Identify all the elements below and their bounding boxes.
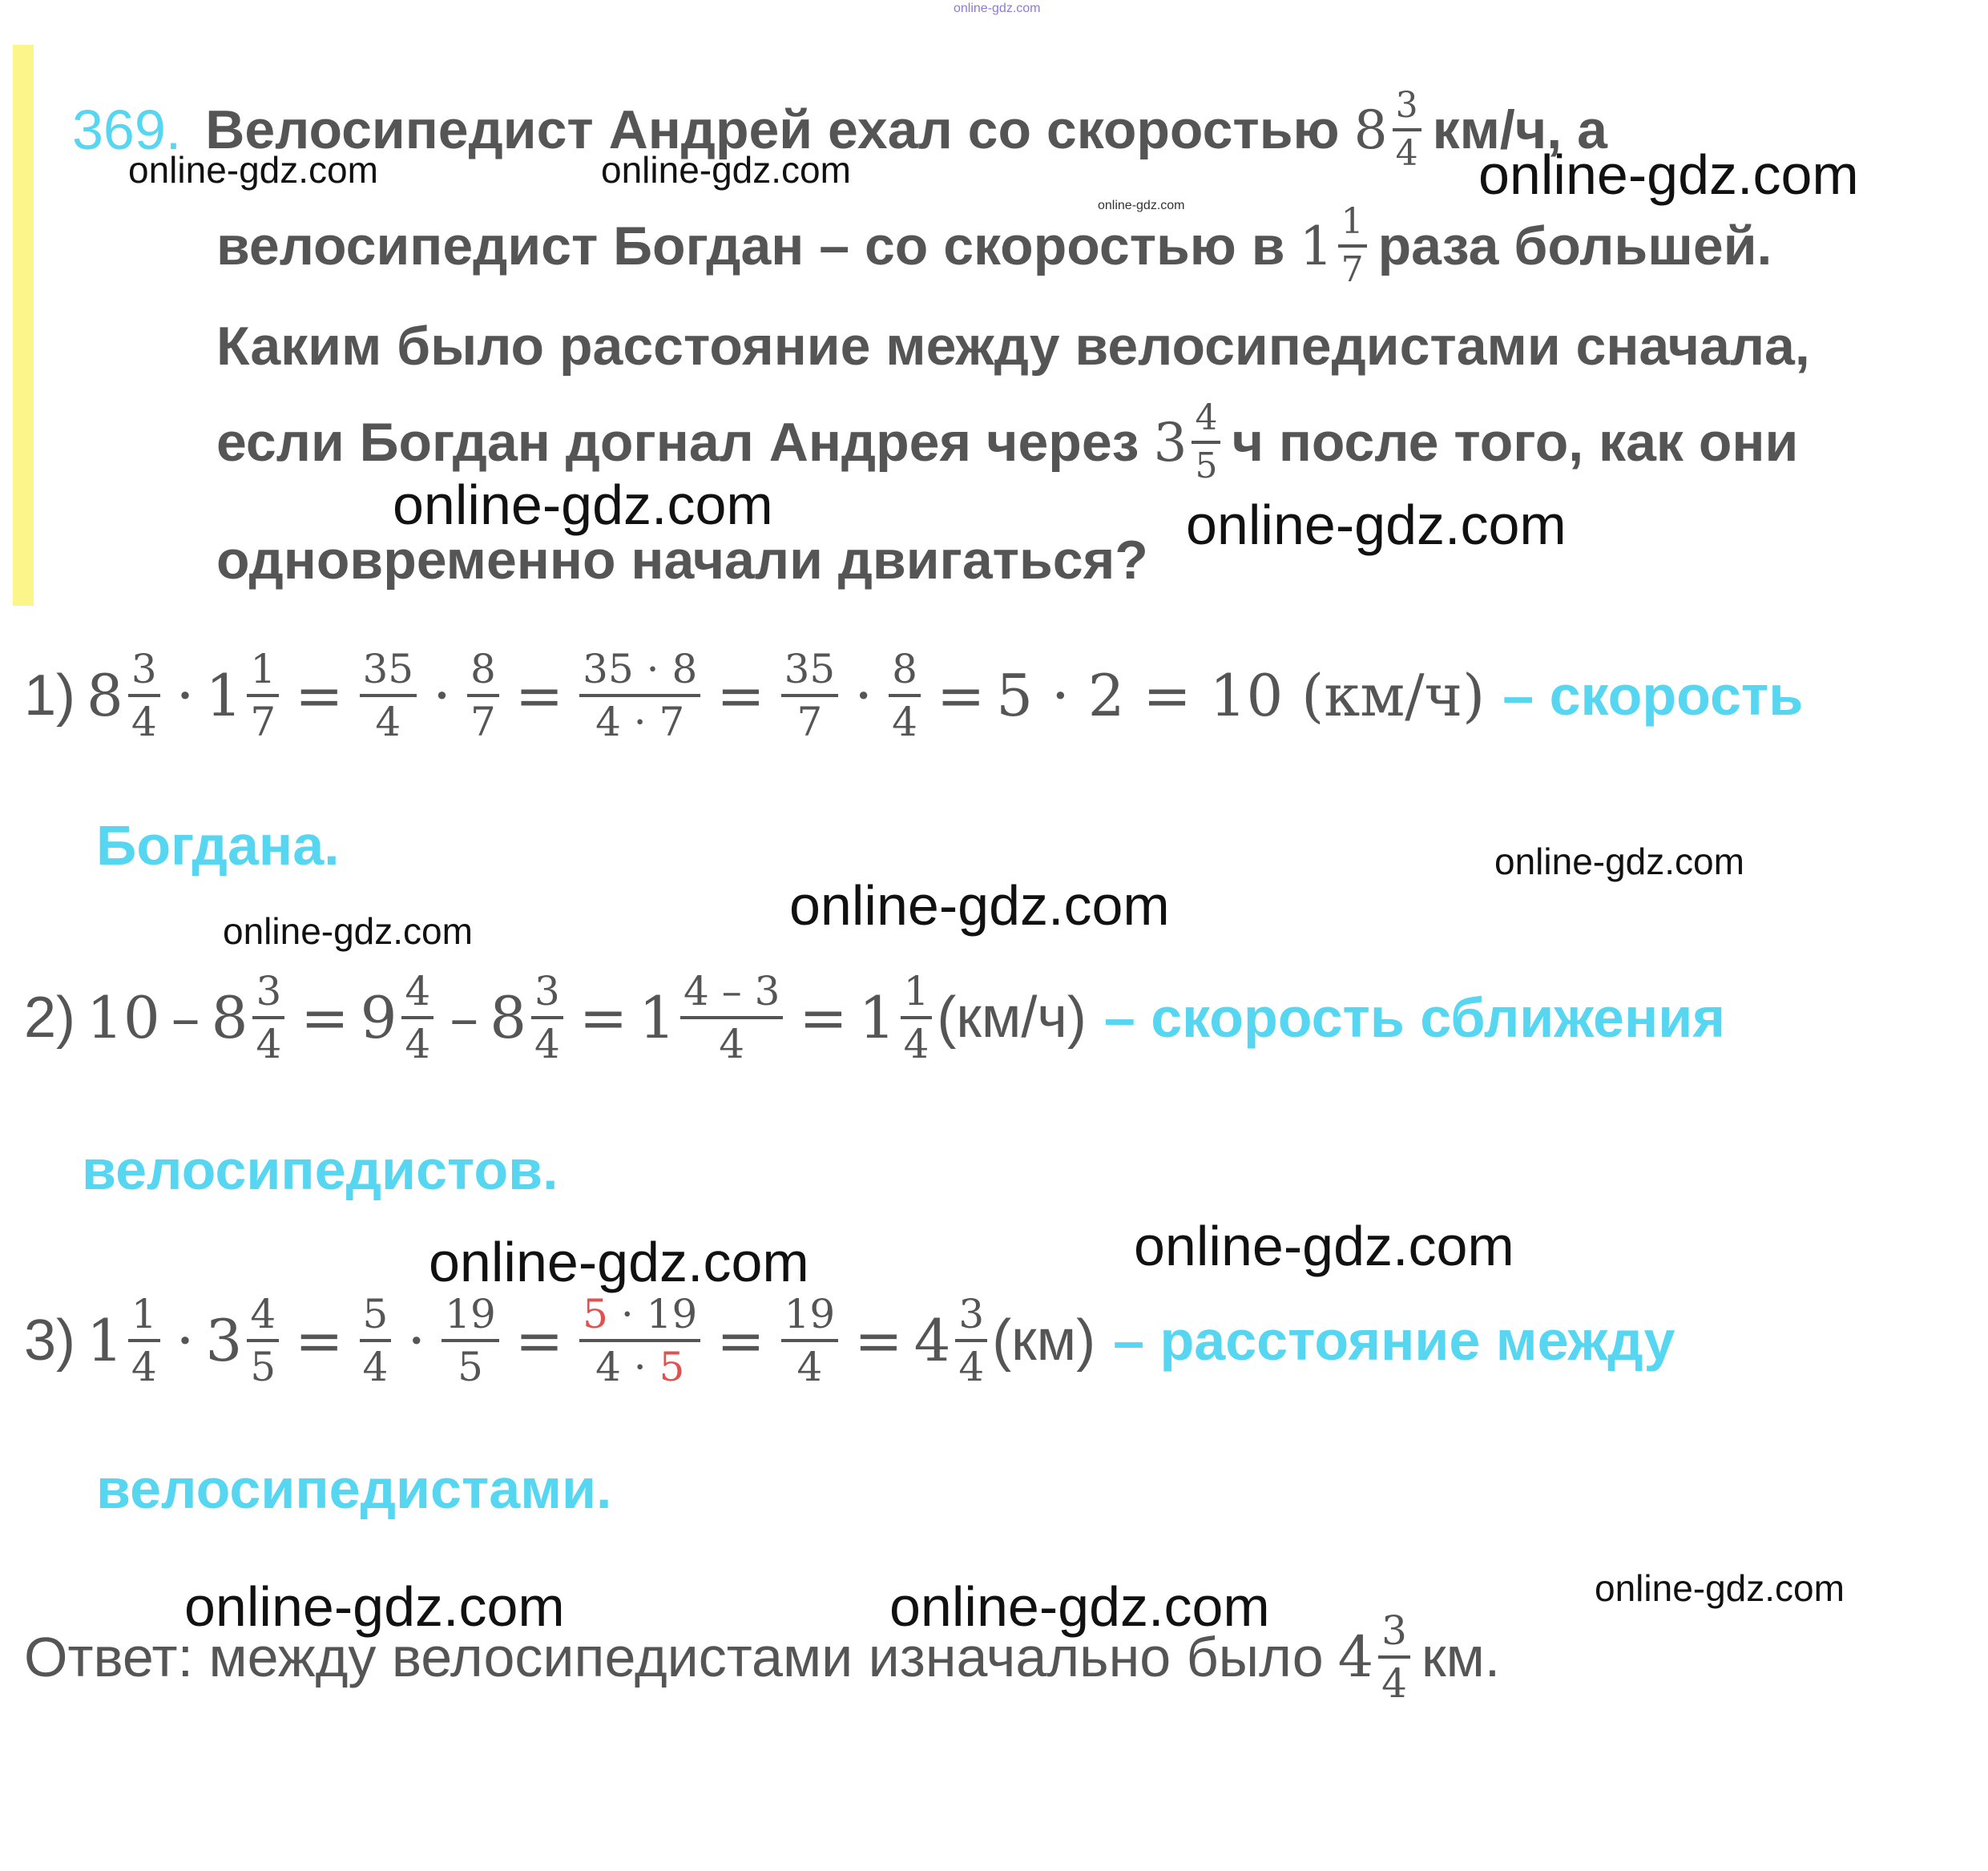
problem-text-1b: км/ч, а: [1432, 99, 1607, 160]
step-result: 5 · 2 = 10 (км/ч): [996, 662, 1486, 729]
time-num: 4: [1195, 397, 1218, 438]
ratio-whole: 1: [1299, 215, 1333, 277]
step-comment-cont: Богдана.: [96, 814, 340, 877]
step-comment-cont: велосипедистами.: [96, 1458, 612, 1520]
watermark: online-gdz.com: [789, 874, 1170, 937]
fraction-line: [1393, 128, 1421, 131]
problem-text-3: Каким было расстояние между велосипедистами сначала,: [216, 316, 1810, 377]
answer-unit: км.: [1421, 1626, 1501, 1688]
dot-operator: ·: [407, 1307, 426, 1374]
fraction: 4 5: [247, 1294, 279, 1387]
problem-text-5: одновременно начали двигаться?: [216, 530, 1148, 591]
dot-operator: ·: [175, 662, 195, 729]
fraction: 35 7: [781, 649, 839, 742]
fraction: 3 4: [128, 649, 160, 742]
speed-whole: 8: [1353, 99, 1388, 161]
watermark-top: online-gdz.com: [954, 2, 1041, 15]
fraction: 1 4: [901, 971, 933, 1064]
problem-text-4a: если Богдан догнал Андрея через: [216, 412, 1139, 473]
watermark: online-gdz.com: [128, 149, 378, 191]
mixed-whole: 9: [360, 984, 397, 1051]
fraction: 35 · 8 4 · 7: [579, 649, 700, 742]
accent-bar: [13, 45, 34, 606]
fraction: 8 4: [889, 649, 921, 742]
speed-den: 4: [1395, 133, 1418, 174]
fraction: 4 4: [401, 971, 433, 1064]
mixed-whole: 8: [490, 984, 527, 1051]
watermark: online-gdz.com: [1478, 143, 1859, 206]
solution-step-3: [24, 1291, 1675, 1390]
watermark: online-gdz.com: [889, 1575, 1270, 1638]
equals: =: [295, 662, 344, 729]
mixed-whole: 1: [858, 984, 896, 1051]
fraction: 3 4: [955, 1294, 987, 1387]
fraction-line: [1338, 244, 1367, 248]
step-comment: – скорость: [1502, 664, 1804, 727]
ratio-num: 1: [1341, 201, 1364, 242]
ratio-fraction: [1338, 201, 1367, 290]
step-label: 3): [24, 1308, 76, 1373]
time-den: 5: [1195, 446, 1218, 486]
step-comment-cont: велосипедистов.: [82, 1139, 558, 1201]
dot-operator: ·: [433, 662, 452, 729]
solution-step-1: [24, 646, 1804, 745]
cancel-fraction: 5 · 19 4 · 5: [579, 1294, 700, 1387]
fraction: 8 7: [467, 649, 499, 742]
equals: =: [936, 662, 986, 729]
watermark: online-gdz.com: [1494, 841, 1744, 882]
answer-whole: 4: [1337, 1624, 1374, 1690]
problem-text-4b: ч после того, как они: [1232, 412, 1799, 473]
step-label: 1): [24, 663, 76, 728]
dot-operator: ·: [175, 1307, 195, 1374]
unit: (км/ч): [937, 986, 1087, 1050]
fraction: 35 4: [360, 649, 417, 742]
speed-num: 3: [1395, 85, 1418, 126]
equals: =: [300, 984, 349, 1051]
mixed-whole: 8: [211, 984, 248, 1051]
time-whole: 3: [1153, 411, 1188, 474]
cancelled-factor: 5: [659, 1344, 685, 1390]
answer-text: Ответ: между велосипедистами изначально было: [24, 1626, 1324, 1688]
fraction: 19 4: [781, 1294, 839, 1387]
mixed-whole: 3: [205, 1307, 243, 1374]
fraction: 4 – 3 4: [680, 971, 783, 1064]
cancelled-factor: 5: [583, 1291, 608, 1337]
watermark: online-gdz.com: [1134, 1215, 1514, 1277]
equals: =: [854, 1307, 903, 1374]
mixed-whole: 4: [913, 1307, 951, 1374]
speed-fraction: [1393, 85, 1421, 174]
fraction: 3 4: [252, 971, 284, 1064]
fraction: 5 4: [360, 1294, 392, 1387]
watermark: online-gdz.com: [1186, 494, 1567, 556]
problem-line-2: [216, 201, 1772, 290]
fraction-line: [1192, 441, 1220, 444]
solution-step-2: [24, 968, 1726, 1067]
time-fraction: [1192, 397, 1220, 486]
minus: –: [450, 984, 479, 1051]
mixed-whole: 1: [87, 1307, 123, 1374]
ratio-den: 7: [1341, 249, 1364, 290]
mixed-whole: 1: [205, 662, 243, 729]
watermark: online-gdz.com: [1098, 199, 1185, 212]
fraction: 3 4: [531, 971, 563, 1064]
watermark: online-gdz.com: [1595, 1567, 1845, 1609]
equals: =: [716, 1307, 765, 1374]
problem-number: 369.: [72, 99, 182, 161]
equals: =: [579, 984, 628, 1051]
unit: (км): [992, 1308, 1096, 1373]
watermark: online-gdz.com: [393, 474, 773, 536]
minus: –: [171, 984, 200, 1051]
watermark: online-gdz.com: [429, 1231, 809, 1293]
equals: =: [295, 1307, 344, 1374]
watermark: online-gdz.com: [223, 910, 473, 952]
number: 10: [87, 984, 160, 1051]
answer-fraction: 3 4: [1378, 1611, 1410, 1704]
fraction: 1 7: [247, 649, 279, 742]
problem-text-1a: Велосипедист Андрей ехал со скоростью: [205, 99, 1340, 160]
step-comment: – скорость сближения: [1103, 986, 1726, 1049]
mixed-whole: 1: [639, 984, 675, 1051]
watermark: online-gdz.com: [184, 1575, 565, 1638]
step-label: 2): [24, 986, 76, 1050]
step-comment: – расстояние между: [1113, 1309, 1675, 1372]
equals: =: [514, 662, 564, 729]
watermark: online-gdz.com: [601, 149, 851, 191]
equals: =: [514, 1307, 564, 1374]
problem-text-2b: раза большей.: [1377, 216, 1772, 276]
problem-line-4: [216, 397, 1799, 486]
problem-text-2a: велосипедист Богдан – со скоростью в: [216, 216, 1285, 276]
fraction: 1 4: [128, 1294, 160, 1387]
mixed-whole: 8: [87, 662, 123, 729]
fraction: 19 5: [442, 1294, 499, 1387]
equals: =: [716, 662, 765, 729]
dot-operator: ·: [854, 662, 873, 729]
equals: =: [799, 984, 848, 1051]
